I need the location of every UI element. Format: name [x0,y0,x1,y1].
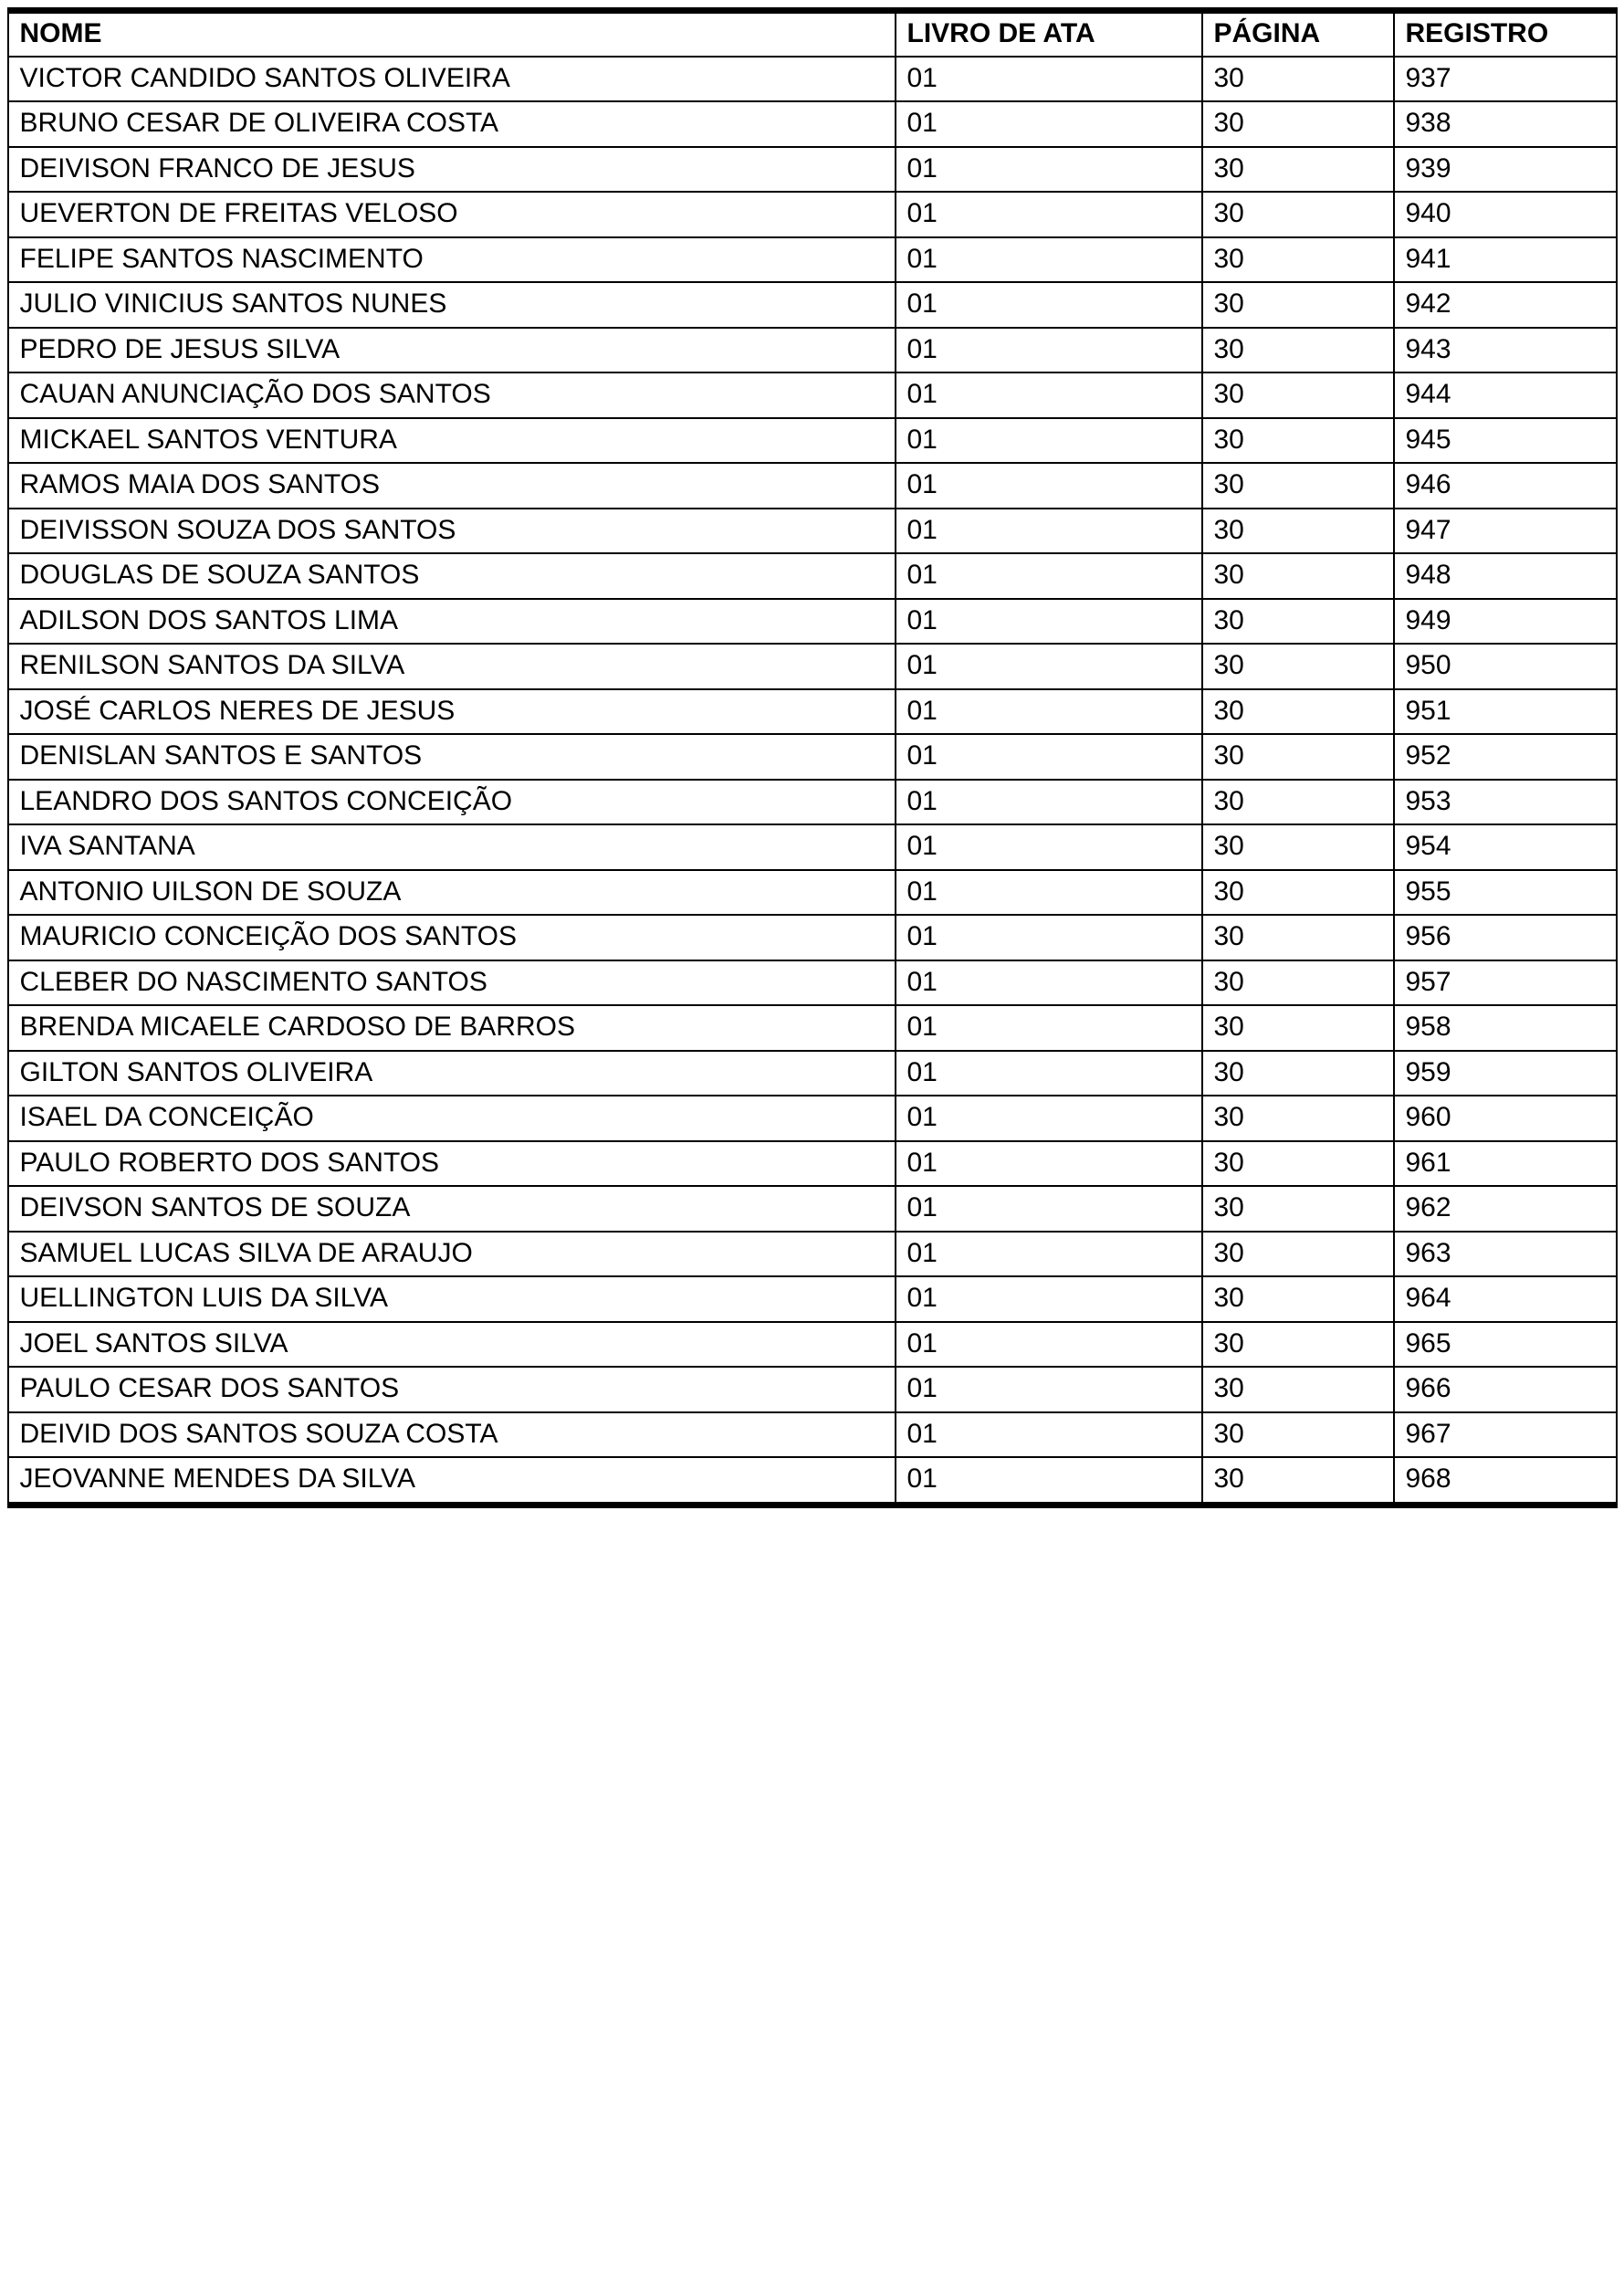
table-row [8,689,1617,735]
cell-nome: RAMOS MAIA DOS SANTOS [8,463,896,509]
cell-nome: DEIVID DOS SANTOS SOUZA COSTA [8,1412,896,1458]
cell-livro-de-ata: 01 [896,328,1202,373]
table-row [8,1141,1617,1187]
cell-nome: UELLINGTON LUIS DA SILVA [8,1276,896,1322]
cell-livro-de-ata: 01 [896,1412,1202,1458]
table-row [8,1005,1617,1051]
cell-pagina: 30 [1202,192,1394,237]
column-header-pagina: PÁGINA [1202,11,1394,57]
cell-nome: DOUGLAS DE SOUZA SANTOS [8,553,896,599]
cell-registro: 937 [1394,57,1617,102]
table-row [8,734,1617,780]
cell-registro: 957 [1394,960,1617,1006]
cell-nome: JEOVANNE MENDES DA SILVA [8,1457,896,1505]
cell-pagina: 30 [1202,1367,1394,1412]
cell-nome: FELIPE SANTOS NASCIMENTO [8,237,896,283]
cell-registro: 965 [1394,1322,1617,1368]
cell-registro: 947 [1394,509,1617,554]
table-row [8,57,1617,102]
cell-registro: 949 [1394,599,1617,645]
cell-nome: ANTONIO UILSON DE SOUZA [8,870,896,916]
table-row [8,147,1617,193]
cell-nome: DEIVISSON SOUZA DOS SANTOS [8,509,896,554]
table-row [8,1412,1617,1458]
cell-nome: PEDRO DE JESUS SILVA [8,328,896,373]
cell-nome: JOSÉ CARLOS NERES DE JESUS [8,689,896,735]
column-header-nome: NOME [8,11,896,57]
cell-livro-de-ata: 01 [896,644,1202,689]
cell-livro-de-ata: 01 [896,870,1202,916]
cell-pagina: 30 [1202,644,1394,689]
table-row [8,599,1617,645]
cell-livro-de-ata: 01 [896,1186,1202,1232]
cell-registro: 946 [1394,463,1617,509]
cell-nome: CAUAN ANUNCIAÇÃO DOS SANTOS [8,372,896,418]
cell-pagina: 30 [1202,1322,1394,1368]
cell-nome: GILTON SANTOS OLIVEIRA [8,1051,896,1096]
cell-pagina: 30 [1202,780,1394,825]
cell-registro: 939 [1394,147,1617,193]
table-row [8,824,1617,870]
cell-livro-de-ata: 01 [896,418,1202,464]
cell-livro-de-ata: 01 [896,689,1202,735]
cell-pagina: 30 [1202,282,1394,328]
column-header-registro: REGISTRO [1394,11,1617,57]
cell-livro-de-ata: 01 [896,1367,1202,1412]
cell-nome: PAULO ROBERTO DOS SANTOS [8,1141,896,1187]
cell-livro-de-ata: 01 [896,192,1202,237]
cell-registro: 960 [1394,1096,1617,1141]
cell-pagina: 30 [1202,1232,1394,1277]
table-row [8,1322,1617,1368]
cell-pagina: 30 [1202,734,1394,780]
table-body [8,57,1617,1505]
cell-pagina: 30 [1202,57,1394,102]
cell-pagina: 30 [1202,463,1394,509]
cell-nome: UEVERTON DE FREITAS VELOSO [8,192,896,237]
cell-livro-de-ata: 01 [896,1276,1202,1322]
cell-nome: PAULO CESAR DOS SANTOS [8,1367,896,1412]
table-row [8,509,1617,554]
cell-registro: 959 [1394,1051,1617,1096]
cell-livro-de-ata: 01 [896,509,1202,554]
table-row [8,372,1617,418]
cell-pagina: 30 [1202,1096,1394,1141]
cell-nome: DENISLAN SANTOS E SANTOS [8,734,896,780]
cell-nome: IVA SANTANA [8,824,896,870]
cell-livro-de-ata: 01 [896,372,1202,418]
cell-registro: 956 [1394,915,1617,960]
cell-registro: 961 [1394,1141,1617,1187]
cell-registro: 950 [1394,644,1617,689]
table-row [8,915,1617,960]
cell-pagina: 30 [1202,147,1394,193]
cell-registro: 943 [1394,328,1617,373]
table-row [8,960,1617,1006]
registry-table [7,7,1618,1508]
table-row [8,463,1617,509]
cell-nome: DEIVSON SANTOS DE SOUZA [8,1186,896,1232]
table-row [8,192,1617,237]
cell-livro-de-ata: 01 [896,1096,1202,1141]
cell-livro-de-ata: 01 [896,1051,1202,1096]
table-row [8,1051,1617,1096]
cell-registro: 938 [1394,101,1617,147]
table-row [8,1096,1617,1141]
cell-pagina: 30 [1202,960,1394,1006]
cell-livro-de-ata: 01 [896,237,1202,283]
table-row [8,237,1617,283]
cell-livro-de-ata: 01 [896,824,1202,870]
cell-registro: 963 [1394,1232,1617,1277]
cell-nome: RENILSON SANTOS DA SILVA [8,644,896,689]
cell-pagina: 30 [1202,237,1394,283]
cell-registro: 952 [1394,734,1617,780]
cell-livro-de-ata: 01 [896,553,1202,599]
cell-pagina: 30 [1202,372,1394,418]
cell-pagina: 30 [1202,553,1394,599]
cell-registro: 953 [1394,780,1617,825]
cell-registro: 966 [1394,1367,1617,1412]
cell-registro: 967 [1394,1412,1617,1458]
cell-livro-de-ata: 01 [896,960,1202,1006]
cell-livro-de-ata: 01 [896,1457,1202,1505]
cell-livro-de-ata: 01 [896,1141,1202,1187]
table-row [8,418,1617,464]
cell-pagina: 30 [1202,915,1394,960]
cell-pagina: 30 [1202,328,1394,373]
table-row [8,1457,1617,1505]
table-row [8,1367,1617,1412]
cell-registro: 955 [1394,870,1617,916]
cell-nome: JOEL SANTOS SILVA [8,1322,896,1368]
table-header-row [8,11,1617,57]
cell-livro-de-ata: 01 [896,734,1202,780]
cell-registro: 941 [1394,237,1617,283]
cell-pagina: 30 [1202,1186,1394,1232]
table-row [8,644,1617,689]
cell-pagina: 30 [1202,870,1394,916]
table-row [8,282,1617,328]
cell-nome: BRENDA MICAELE CARDOSO DE BARROS [8,1005,896,1051]
cell-registro: 942 [1394,282,1617,328]
table-row [8,553,1617,599]
cell-livro-de-ata: 01 [896,780,1202,825]
cell-livro-de-ata: 01 [896,147,1202,193]
table-row [8,101,1617,147]
cell-nome: MICKAEL SANTOS VENTURA [8,418,896,464]
cell-pagina: 30 [1202,101,1394,147]
cell-nome: CLEBER DO NASCIMENTO SANTOS [8,960,896,1006]
cell-registro: 968 [1394,1457,1617,1505]
cell-registro: 964 [1394,1276,1617,1322]
cell-registro: 958 [1394,1005,1617,1051]
cell-livro-de-ata: 01 [896,1232,1202,1277]
table-row [8,328,1617,373]
cell-pagina: 30 [1202,1005,1394,1051]
table-row [8,780,1617,825]
cell-registro: 944 [1394,372,1617,418]
cell-pagina: 30 [1202,1412,1394,1458]
cell-nome: MAURICIO CONCEIÇÃO DOS SANTOS [8,915,896,960]
cell-nome: VICTOR CANDIDO SANTOS OLIVEIRA [8,57,896,102]
table-row [8,1276,1617,1322]
cell-livro-de-ata: 01 [896,57,1202,102]
table-row [8,870,1617,916]
cell-registro: 945 [1394,418,1617,464]
cell-livro-de-ata: 01 [896,282,1202,328]
cell-livro-de-ata: 01 [896,599,1202,645]
column-header-livro-de-ata: LIVRO DE ATA [896,11,1202,57]
cell-nome: JULIO VINICIUS SANTOS NUNES [8,282,896,328]
cell-livro-de-ata: 01 [896,463,1202,509]
cell-livro-de-ata: 01 [896,1005,1202,1051]
cell-nome: BRUNO CESAR DE OLIVEIRA COSTA [8,101,896,147]
cell-pagina: 30 [1202,689,1394,735]
table-row [8,1186,1617,1232]
cell-nome: SAMUEL LUCAS SILVA DE ARAUJO [8,1232,896,1277]
cell-livro-de-ata: 01 [896,1322,1202,1368]
cell-registro: 962 [1394,1186,1617,1232]
cell-pagina: 30 [1202,1457,1394,1505]
cell-pagina: 30 [1202,599,1394,645]
cell-nome: ISAEL DA CONCEIÇÃO [8,1096,896,1141]
cell-pagina: 30 [1202,509,1394,554]
cell-registro: 948 [1394,553,1617,599]
cell-pagina: 30 [1202,418,1394,464]
cell-registro: 940 [1394,192,1617,237]
cell-pagina: 30 [1202,1276,1394,1322]
cell-pagina: 30 [1202,1141,1394,1187]
cell-pagina: 30 [1202,1051,1394,1096]
cell-livro-de-ata: 01 [896,101,1202,147]
cell-nome: LEANDRO DOS SANTOS CONCEIÇÃO [8,780,896,825]
cell-registro: 954 [1394,824,1617,870]
table-row [8,1232,1617,1277]
cell-pagina: 30 [1202,824,1394,870]
cell-livro-de-ata: 01 [896,915,1202,960]
cell-nome: DEIVISON FRANCO DE JESUS [8,147,896,193]
cell-nome: ADILSON DOS SANTOS LIMA [8,599,896,645]
table-header [8,11,1617,57]
cell-registro: 951 [1394,689,1617,735]
